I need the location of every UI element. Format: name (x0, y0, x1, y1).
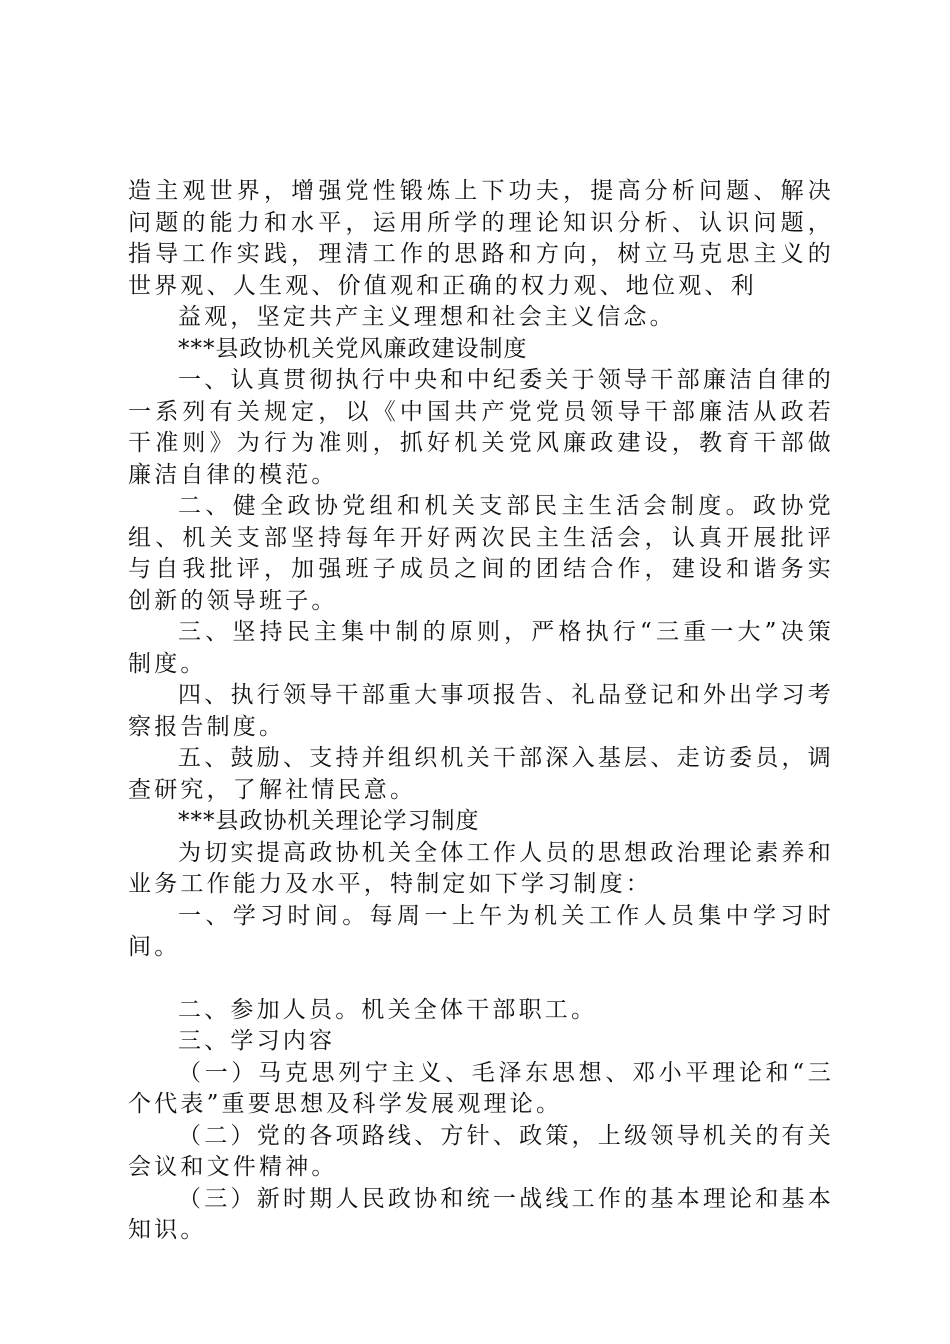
study-item-1: 一、学习时间。每周一上午为机关工作人员集中学习时间。 (128, 902, 834, 960)
study-intro: 为切实提高政协机关全体工作人员的思想政治理论素养和业务工作能力及水平，特制定如下学习制度： (128, 839, 834, 897)
integrity-item-5: 五、鼓励、支持并组织机关干部深入基层、走访委员，调查研究，了解社情民意。 (128, 745, 834, 803)
paragraph-continuation-end: 益观，坚定共产主义理想和社会主义信念。 (178, 304, 676, 330)
integrity-item-4: 四、执行领导干部重大事项报告、礼品登记和外出学习考察报告制度。 (128, 682, 834, 740)
integrity-item-1: 一、认真贯彻执行中央和中纪委关于领导干部廉洁自律的一系列有关规定，以《中国共产党党员领导干部廉洁从政若干准则》为行为准则，抓好机关党风廉政建设，教育干部做廉洁自律的模范。 (128, 367, 834, 488)
paragraph-continuation: 造主观世界，增强党性锻炼上下功夫，提高分析问题、解决问题的能力和水平，运用所学的理论知识分析、认识问题，指导工作实践，理清工作的思路和方向，树立马克思主义的世界观、人生观、价值观和正确的权力观、地位观、利 (128, 178, 834, 299)
study-item-2: 二、参加人员。机关全体干部职工。 (178, 996, 598, 1023)
section-heading-study-system: ***县政协机关理论学习制度 (178, 808, 480, 834)
integrity-item-3: 三、坚持民主集中制的原则，严格执行“三重一大”决策制度。 (128, 619, 834, 677)
integrity-item-2: 二、健全政协党组和机关支部民主生活会制度。政协党组、机关支部坚持每年开好两次民主生活会，认真开展批评与自我批评，加强班子成员之间的团结合作，建设和谐务实创新的领导班子。 (128, 493, 834, 614)
document-body (128, 176, 834, 1247)
study-content-2: （二）党的各项路线、方针、政策，上级领导机关的有关会议和文件精神。 (128, 1122, 834, 1180)
section-heading-integrity-system: ***县政协机关党风廉政建设制度 (178, 335, 528, 362)
study-item-3: 三、学习内容 (178, 1028, 336, 1054)
study-content-1: （一）马克思列宁主义、毛泽东思想、邓小平理论和“三个代表”重要思想及科学发展观理论。 (128, 1059, 834, 1117)
study-content-3: （三）新时期人民政协和统一战线工作的基本理论和基本知识。 (128, 1185, 834, 1243)
